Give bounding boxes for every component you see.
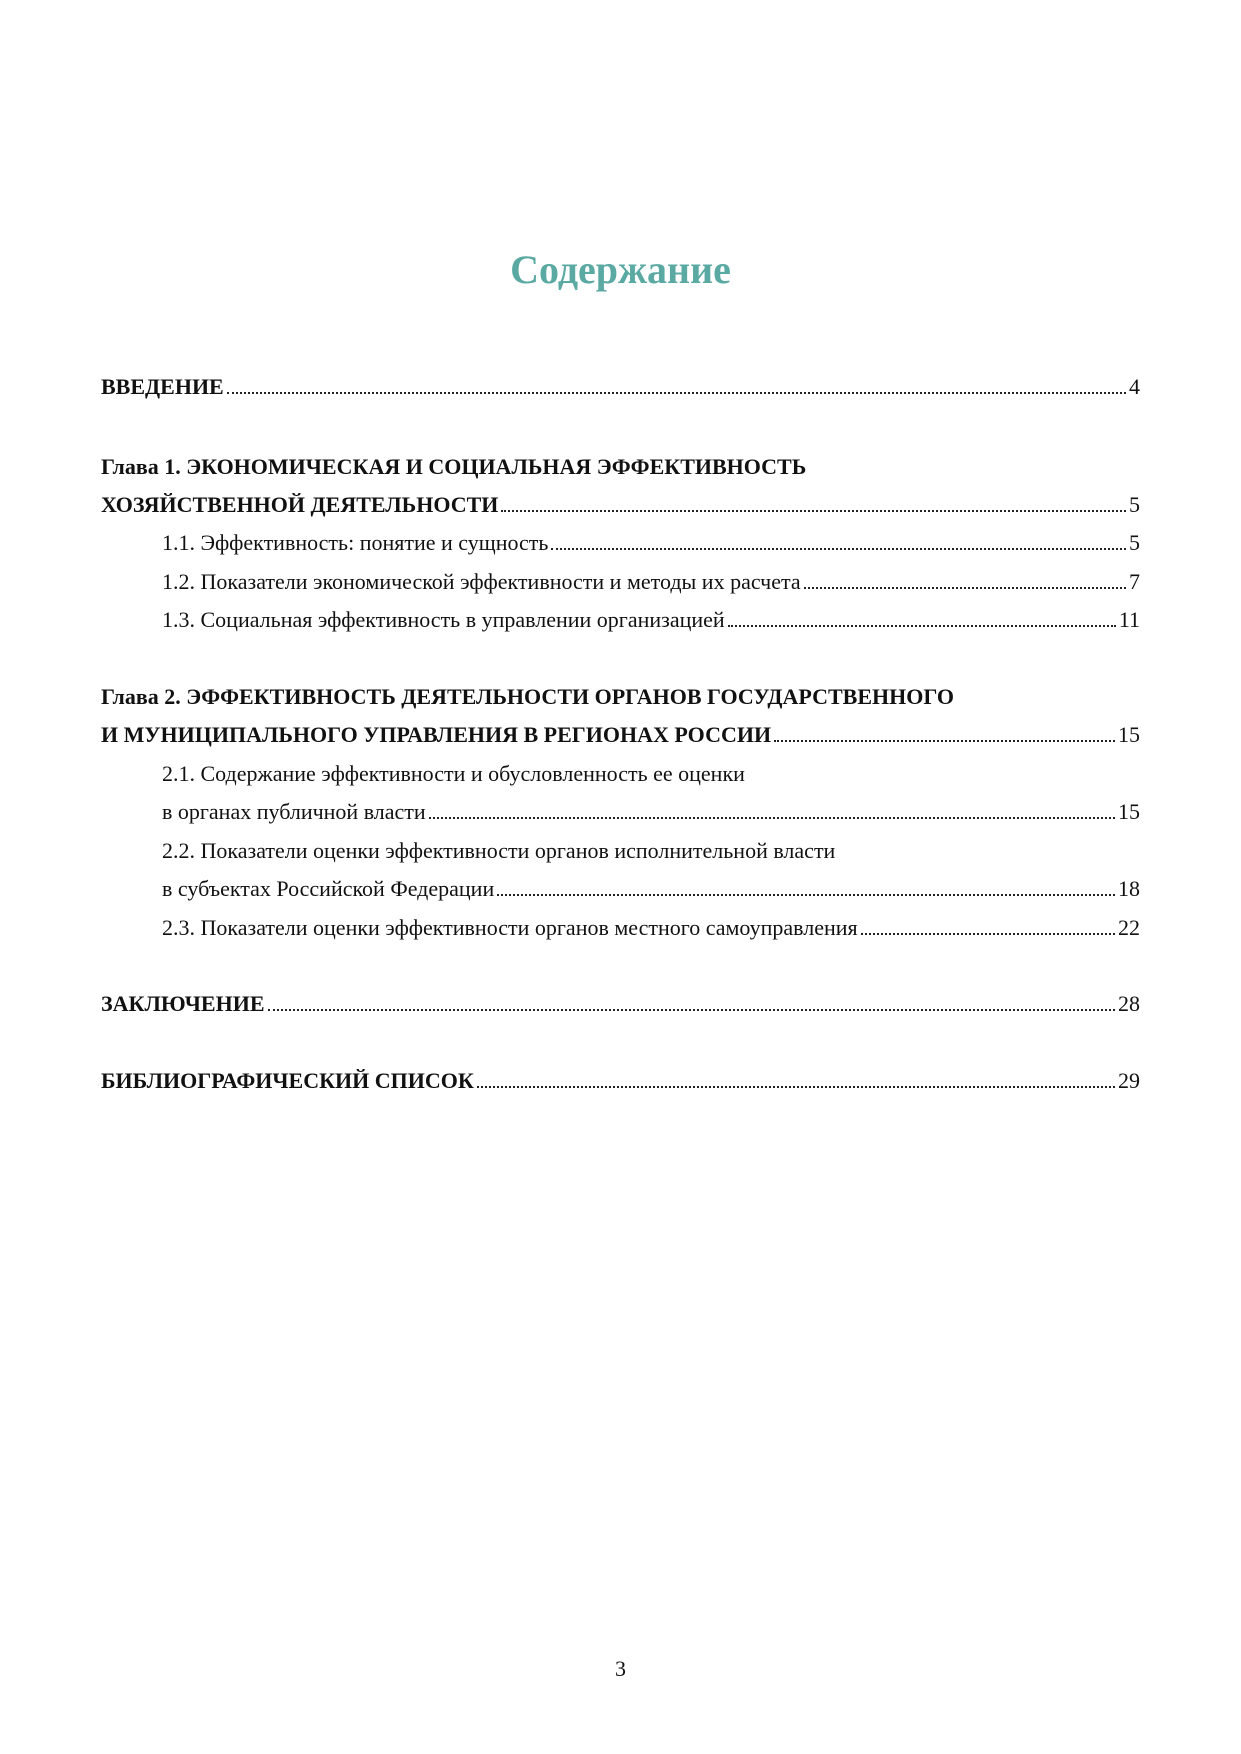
toc-page: 5 (1129, 492, 1140, 517)
dot-leader (728, 625, 1116, 627)
toc-page: 29 (1118, 1068, 1140, 1093)
toc-section-2-1-heading[interactable]: 2.1. Содержание эффективности и обусловленность ее оценки (162, 761, 745, 786)
toc-label: в субъектах Российской Федерации (162, 876, 495, 901)
toc-entry-introduction[interactable] (101, 368, 1140, 402)
toc-section-2-2-heading[interactable]: 2.2. Показатели оценки эффективности органов исполнительной власти (162, 838, 836, 863)
toc-page: 11 (1118, 607, 1140, 632)
toc-label: БИБЛИОГРАФИЧЕСКИЙ СПИСОК (101, 1068, 474, 1093)
page-title: Содержание (510, 247, 731, 292)
toc-entry-chapter-2[interactable] (101, 716, 1140, 750)
dot-leader (551, 548, 1126, 550)
toc-entry-2-2[interactable] (162, 870, 1140, 904)
toc-label: 1.1. Эффективность: понятие и сущность (162, 530, 549, 555)
toc-label: в органах публичной власти (162, 799, 426, 824)
toc-entry-conclusion[interactable] (101, 985, 1140, 1019)
toc-label: ЗАКЛЮЧЕНИЕ (101, 991, 265, 1016)
toc-page: 4 (1129, 374, 1140, 399)
dot-leader (477, 1086, 1115, 1088)
toc-page: 15 (1118, 799, 1140, 824)
toc-page: 15 (1118, 722, 1140, 747)
toc-page: 18 (1118, 876, 1140, 901)
toc-label: И МУНИЦИПАЛЬНОГО УПРАВЛЕНИЯ В РЕГИОНАХ РОССИИ (101, 722, 772, 747)
toc-entry-2-3[interactable] (162, 909, 1140, 943)
dot-leader (497, 894, 1115, 896)
toc-label: 2.3. Показатели оценки эффективности органов местного самоуправления (162, 915, 858, 940)
dot-leader (227, 392, 1126, 394)
toc-entry-chapter-1[interactable] (101, 486, 1140, 520)
dot-leader (429, 817, 1115, 819)
toc-chapter-1-heading[interactable]: Глава 1. ЭКОНОМИЧЕСКАЯ И СОЦИАЛЬНАЯ ЭФФЕКТИВНОСТЬ (101, 454, 807, 479)
dot-leader (268, 1009, 1116, 1011)
dot-leader (861, 933, 1115, 935)
dot-leader (774, 740, 1115, 742)
toc-label: ВВЕДЕНИЕ (101, 374, 224, 399)
toc-label: 1.3. Социальная эффективность в управлении организацией (162, 607, 725, 632)
dot-leader (804, 587, 1126, 589)
toc-label: 1.2. Показатели экономической эффективности и методы их расчета (162, 569, 801, 594)
toc-page: 28 (1118, 991, 1140, 1016)
dot-leader (501, 510, 1126, 512)
toc-chapter-2-heading[interactable]: Глава 2. ЭФФЕКТИВНОСТЬ ДЕЯТЕЛЬНОСТИ ОРГАНОВ ГОСУДАРСТВЕННОГО (101, 684, 954, 709)
toc-entry-2-1[interactable] (162, 793, 1140, 827)
page-number: 3 (615, 1656, 626, 1681)
toc-entry-1-3[interactable] (162, 601, 1140, 635)
toc-entry-bibliography[interactable] (101, 1062, 1140, 1096)
toc-entry-1-1[interactable] (162, 524, 1140, 558)
toc-page: 7 (1129, 569, 1140, 594)
toc-entry-1-2[interactable] (162, 563, 1140, 597)
toc-label: ХОЗЯЙСТВЕННОЙ ДЕЯТЕЛЬНОСТИ (101, 492, 499, 517)
toc-page: 5 (1129, 530, 1140, 555)
toc-page: 22 (1118, 915, 1140, 940)
